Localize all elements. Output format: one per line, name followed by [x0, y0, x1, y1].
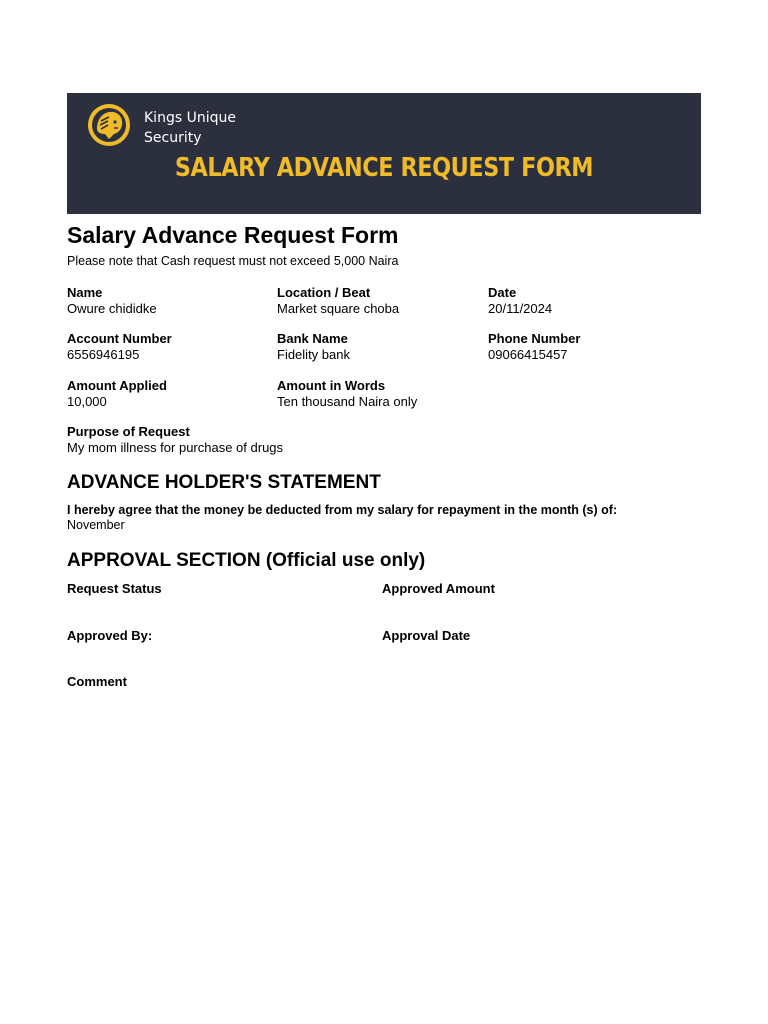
- amount-in-words-field: [277, 378, 417, 410]
- date-value: 20/11/2024: [488, 301, 553, 316]
- statement-heading: ADVANCE HOLDER'S STATEMENT: [67, 472, 381, 493]
- date-field: [488, 285, 552, 317]
- phone-number-field: [488, 331, 580, 363]
- approval-date-field: [382, 628, 470, 644]
- cash-limit-note: Please note that Cash request must not exceed 5,000 Naira: [67, 254, 399, 268]
- statement-text: I hereby agree that the money be deducted from my salary for repayment in the month (s) of:: [67, 503, 618, 517]
- name-field: [67, 285, 157, 317]
- approved-amount-label: Approved Amount: [382, 581, 495, 596]
- repayment-month-value: November: [67, 518, 125, 532]
- banner-title: SALARY ADVANCE REQUEST FORM: [174, 153, 594, 183]
- bank-name-field: [277, 331, 350, 363]
- purpose-value: My mom illness for purchase of drugs: [67, 440, 284, 455]
- account-number-label: Account Number: [67, 331, 172, 346]
- bank-name-label: Bank Name: [277, 331, 348, 346]
- location-label: Location / Beat: [277, 285, 371, 300]
- bank-name-value: Fidelity bank: [277, 347, 350, 362]
- header-banner: [67, 93, 701, 214]
- org-name: [144, 108, 236, 148]
- amount-applied-value: 10,000: [67, 394, 107, 409]
- purpose-field: [67, 424, 283, 456]
- location-value: Market square choba: [277, 301, 400, 316]
- org-name-line2: Security: [144, 130, 202, 146]
- name-value: Owure chididke: [67, 301, 157, 316]
- approved-amount-field: [382, 581, 495, 597]
- lion-head-icon: [87, 103, 131, 147]
- approval-date-label: Approval Date: [382, 628, 471, 643]
- phone-number-value: 09066415457: [488, 347, 568, 362]
- amount-in-words-label: Amount in Words: [277, 378, 386, 393]
- amount-applied-field: [67, 378, 167, 410]
- org-name-line1: Kings Unique: [144, 110, 236, 126]
- amount-applied-label: Amount Applied: [67, 378, 167, 393]
- page-title: Salary Advance Request Form: [67, 222, 399, 248]
- approval-heading: APPROVAL SECTION (Official use only): [67, 550, 426, 571]
- account-number-value: 6556946195: [67, 347, 140, 362]
- phone-number-label: Phone Number: [488, 331, 581, 346]
- location-field: [277, 285, 399, 317]
- name-label: Name: [67, 285, 103, 300]
- date-label: Date: [488, 285, 517, 300]
- comment-field: [67, 674, 127, 690]
- approved-by-field: [67, 628, 152, 644]
- comment-label: Comment: [67, 674, 127, 689]
- account-number-field: [67, 331, 172, 363]
- request-status-label: Request Status: [67, 581, 162, 596]
- amount-in-words-value: Ten thousand Naira only: [277, 394, 418, 409]
- request-status-field: [67, 581, 162, 597]
- purpose-label: Purpose of Request: [67, 424, 190, 439]
- approved-by-label: Approved By:: [67, 628, 153, 643]
